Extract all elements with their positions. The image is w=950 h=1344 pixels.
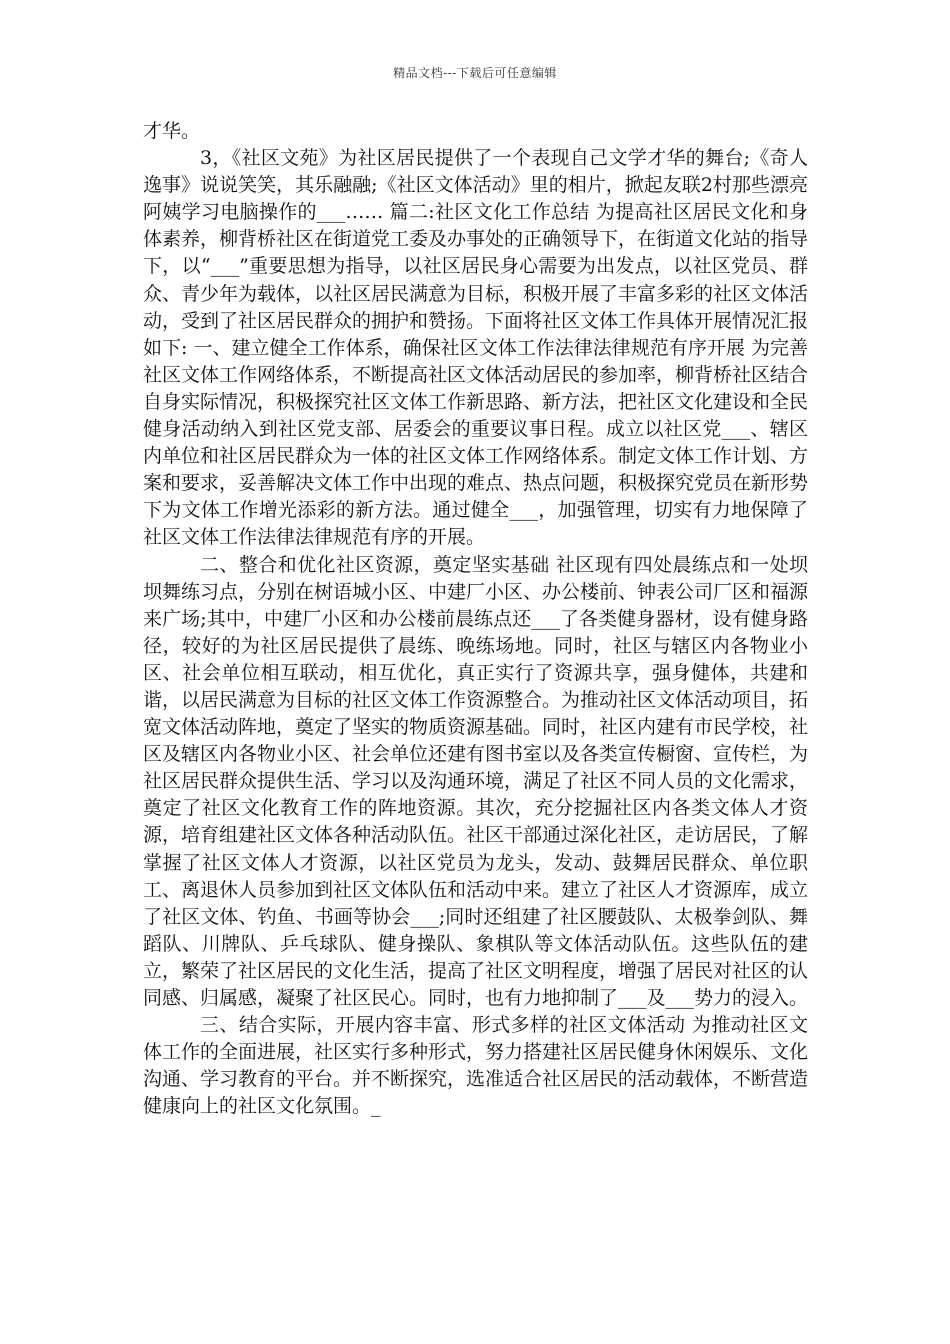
paragraph-resources: 二、整合和优化社区资源，奠定坚实基础 社区现有四处晨练点和一处坝坝舞练习点，分别在树语城小区、中建厂小区、办公楼前、钟表公司厂区和福源来广场;其中，中建厂小区和办公楼前晨练点还___了各类健身器材，设有健身路径，较好的为社区居民提供了晨练、晚练场地。同时，社区与辖区内各物业小区、社会单位相互联动，相互优化，真正实行了资源共享，强身健体，共建和谐，以居民满意为目标的社区文体工作资源整合。为推动社区文体活动项目，拓宽文体活动阵地，奠定了坚实的物质资源基础。同时，社区内建有市民学校，社区及辖区内各物业小区、社会单位还建有图书室以及各类宣传橱窗、宣传栏，为社区居民群众提供生活、学习以及沟通环境，满足了社区不同人员的文化需求，奠定了社区文化教育工作的阵地资源。其次，充分挖掘社区内各类文体人才资源，培育组建社区文体各种活动队伍。社区干部通过深化社区，走访居民，了解掌握了社区文体人才资源，以社区党员为龙头，发动、鼓舞居民群众、单位职工、离退休人员参加到社区文体队伍和活动中来。建立了社区人才资源库，成立了社区文体、钓鱼、书画等协会___;同时还组建了社区腰鼓队、太极拳剑队、舞蹈队、川牌队、乒乓球队、健身操队、象棋队等文体活动队伍。这些队伍的建立，繁荣了社区居民的文化生活，提高了社区文明程度，增强了居民对社区的认同感、归属感，凝聚了社区民心。同时，也有力地抑制了___及___势力的浸入。 (143, 553, 809, 1009)
document-body (143, 118, 808, 1120)
paragraph-continuation: 才华。 (143, 120, 201, 142)
page-header: 精品文档---下载后可任意编辑 (393, 66, 557, 80)
paragraph-activities: 三、结合实际，开展内容丰富、形式多样的社区文体活动 为推动社区文体工作的全面进展，社区实行多种形式，努力搭建社区居民健身休闲娱乐、文化沟通、学习教育的平台。并不断探究，选准适合社区居民的活动载体，不断营造健康向上的社区文化氛围。_ (143, 1014, 809, 1118)
paragraph-section-3-and-article-two: 3，《社区文苑》为社区居民提供了一个表现自己文学才华的舞台;《奇人逸事》说说笑笑，其乐融融;《社区文体活动》里的相片，掀起友联2村那些漂亮阿姨学习电脑操作的___…… 篇二:社区文化工作总结 为提高社区居民文化和身体素养，柳背桥社区在街道党工委及办事处的正确领导下，在街道文化站的指导下，以“___”重要思想为指导，以社区居民身心需要为出发点，以社区党员、群众、青少年为载体，以社区居民满意为目标，积极开展了丰富多彩的社区文体活动，受到了社区居民群众的拥护和赞扬。下面将社区文体工作具体开展情况汇报如下: 一、建立健全工作体系，确保社区文体工作法律法律规范有序开展 为完善社区文体工作网络体系，不断提高社区文体活动居民的参加率，柳背桥社区结合自身实际情况，积极探究社区文体工作新思路、新方法，把社区文化建设和全民健身活动纳入到社区党支部、居委会的重要议事日程。成立以社区党___、辖区内单位和社区居民群众为一体的社区文体工作网络体系。制定文体工作计划、方案和要求，妥善解决文体工作中出现的难点、热点问题，积极探究党员在新形势下为文体工作增光添彩的新方法。通过健全___，加强管理，切实有力地保障了社区文体工作法律法律规范有序的开展。 (143, 147, 809, 549)
